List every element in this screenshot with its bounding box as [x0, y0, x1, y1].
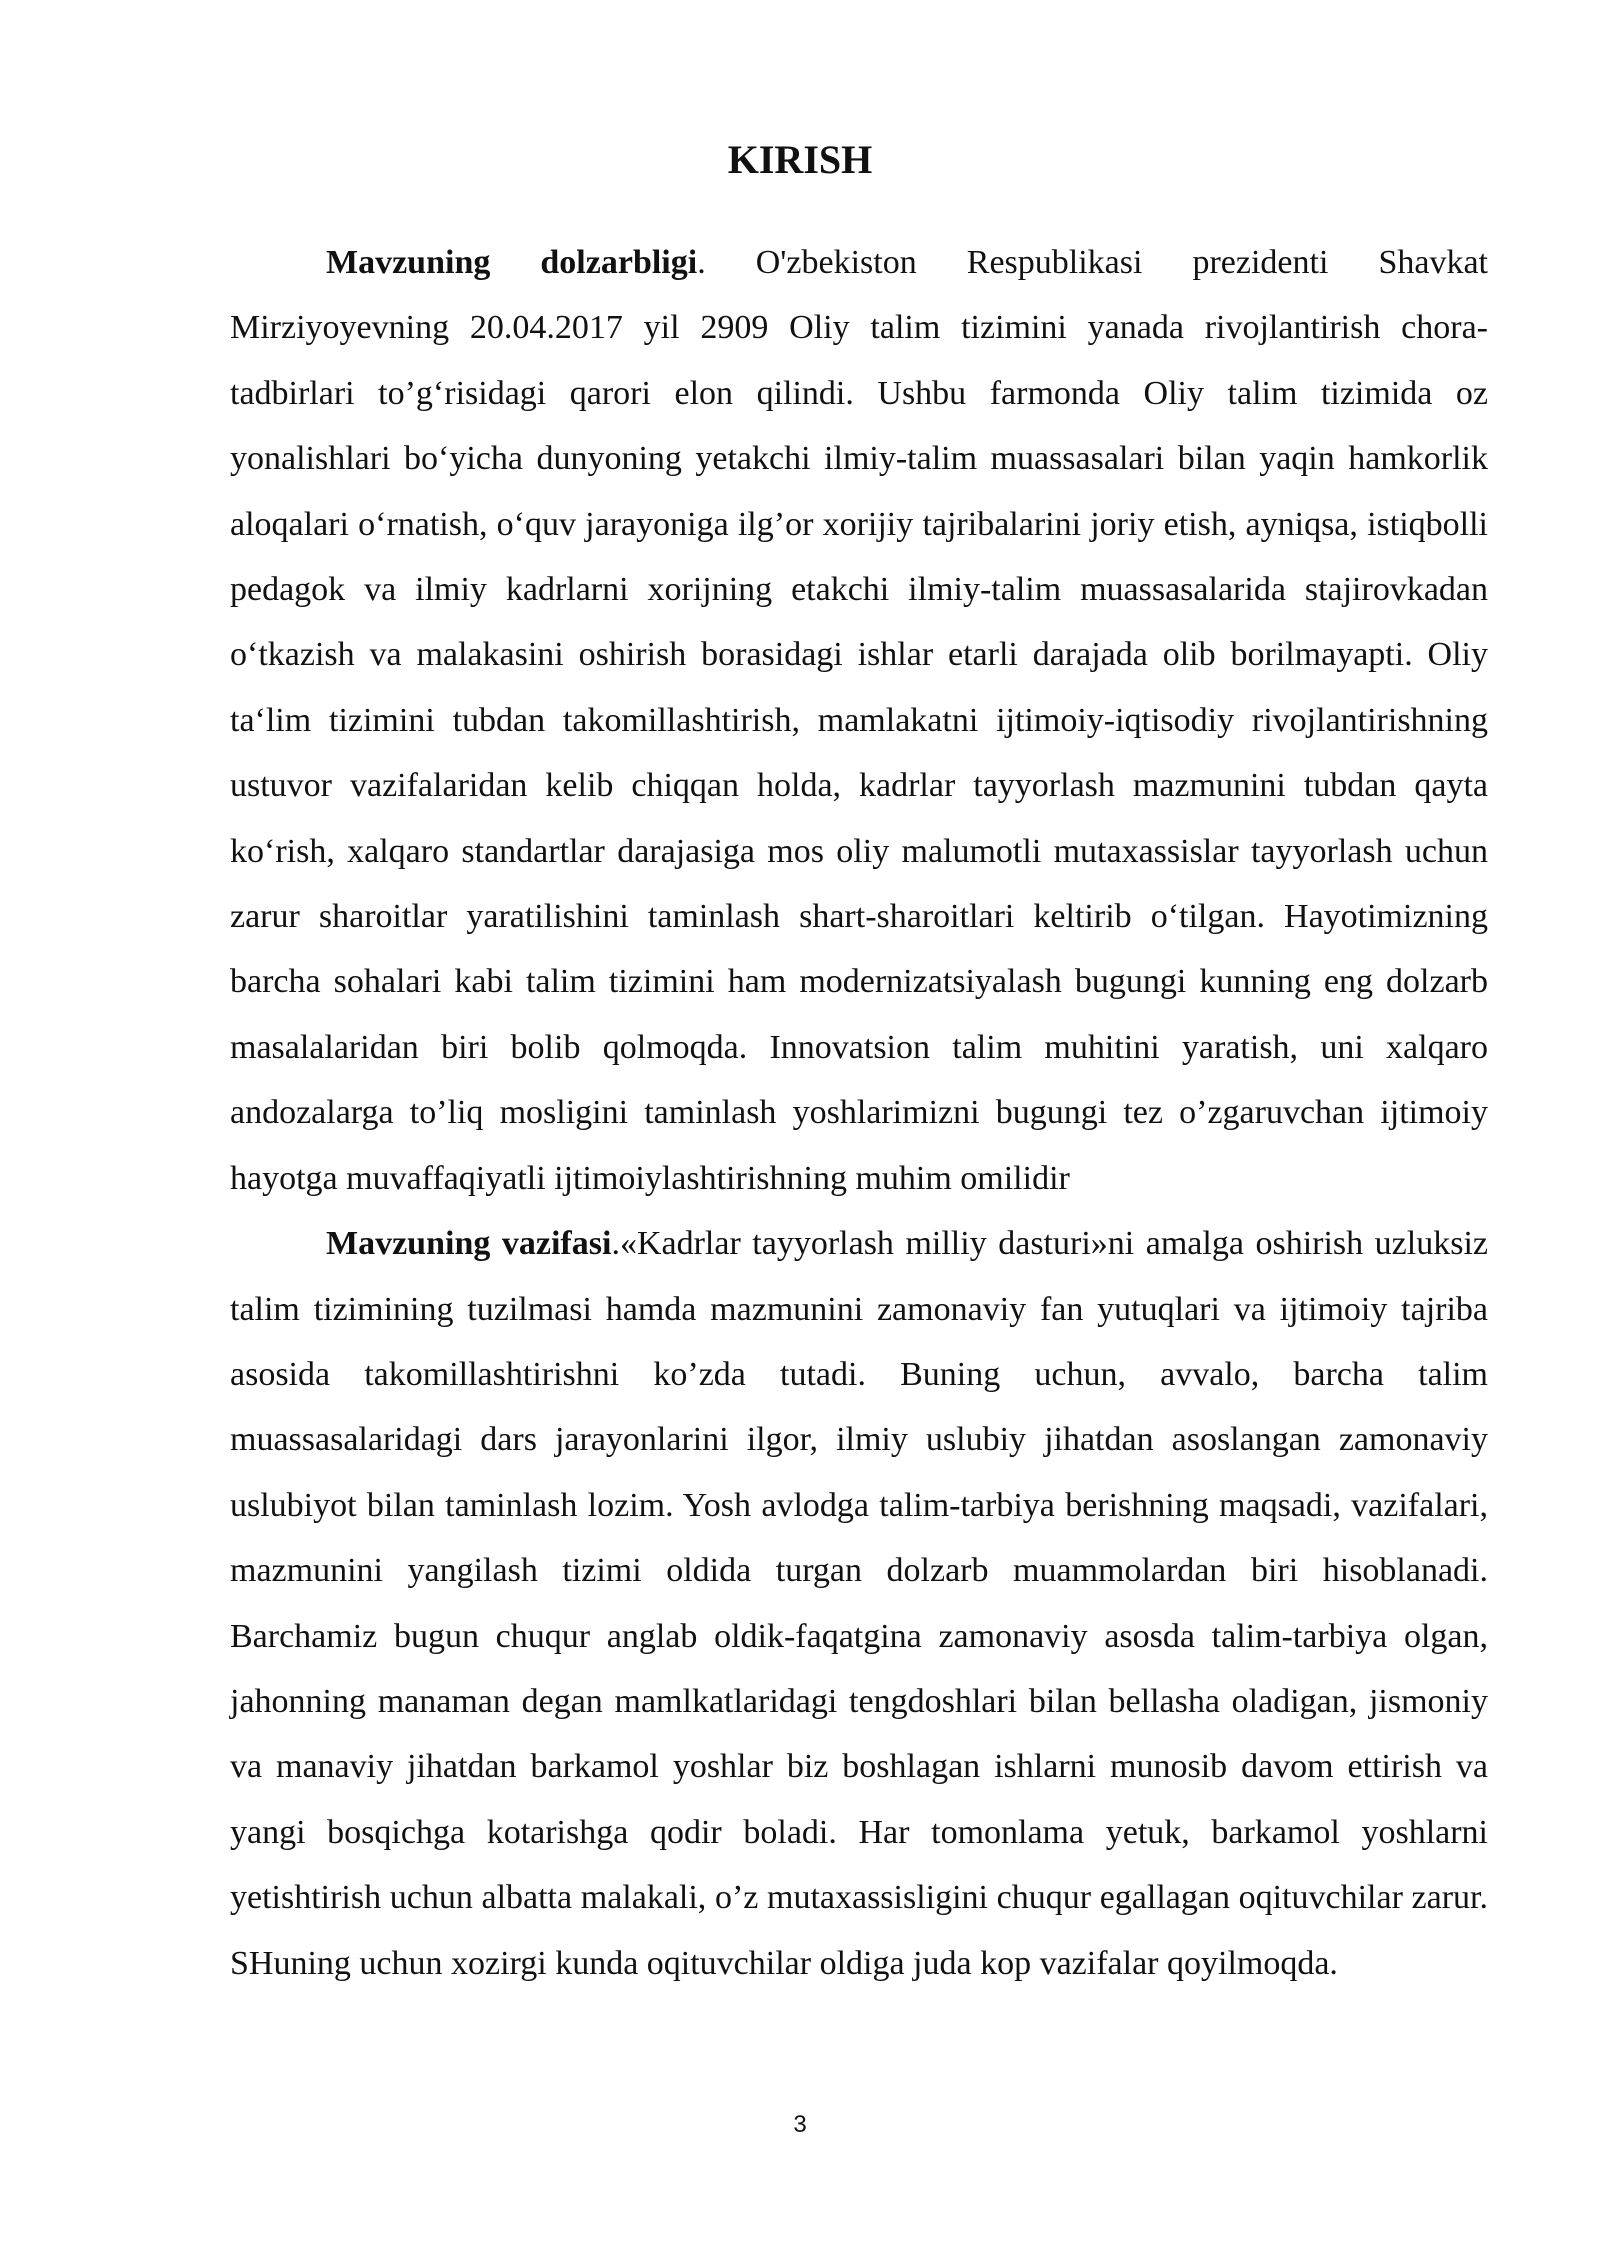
paragraph-heading: Mavzuning vazifasi	[326, 1225, 612, 1263]
paragraph-text: .«Kadrlar tayyorlash milliy dasturi»ni amalga oshirish uzluksiz talim tizimining tuzilmasi hamda mazmunini zamonaviy fan yutuqlari va ijtimoiy tajriba asosida takomillashtirishni ko’zda tutadi. Buning uchun, avvalo, barcha talim muassasalaridagi dars jarayonlarini ilgor, ilmiy uslubiy jihatdan asoslangan zamonaviy uslubiyot bilan taminlash lozim. Yosh avlodga talim-tarbiya berishning maqsadi, vazifalari, mazmunini yangilash tizimi oldida turgan dolzarb muammolardan biri hisoblanadi. Barchamiz bugun chuqur anglab oldik-faqatgina zamonaviy asosda talim-tarbiya olgan, jahonning manaman degan mamlkatlaridagi tengdoshlari bilan bellasha oladigan, jismoniy va manaviy jihatdan barkamol yoshlar biz boshlagan ishlarni munosib davom ettirish va yangi bosqichga kotarishga qodir boladi. Har tomonlama yetuk, barkamol yoshlarni yetishtirish uchun albatta malakali, o’z mutaxassisligini chuqur egallagan oqituvchilar zarur. SHuning uchun xozirgi kunda oqituvchilar oldiga juda kop vazifalar qoyilmoqda.	[230, 1225, 1488, 1982]
paragraph-objective	[230, 1211, 1488, 1996]
paragraph-heading: Mavzuning dolzarbligi	[326, 244, 698, 281]
page-title: KIRISH	[727, 137, 873, 182]
document-body	[230, 230, 1488, 1996]
page-number: 3	[793, 2111, 807, 2138]
paragraph-text: . O'zbekiston Respublikasi prezidenti Shavkat Mirziyoyevning 20.04.2017 yil 2909 Oliy talim tizimini yanada rivojlantirish chora-tadbirlari to’g‘risidagi qarori elon qilindi. Ushbu farmonda Oliy talim tizimida oz yonalishlari bo‘yicha dunyoning yetakchi ilmiy-talim muassasalari bilan yaqin hamkorlik aloqalari o‘rnatish, o‘quv jarayoniga ilg’or xorijiy tajribalarini joriy etish, ayniqsa, istiqbolli pedagok va ilmiy kadrlarni xorijning etakchi ilmiy-talim muassasalarida stajirovkadan o‘tkazish va malakasini oshirish borasidagi ishlar etarli darajada olib borilmayapti. Oliy ta‘lim tizimini tubdan takomillashtirish, mamlakatni ijtimoiy-iqtisodiy rivojlantirishning ustuvor vazifalaridan kelib chiqqan holda, kadrlar tayyorlash mazmunini tubdan qayta ko‘rish, xalqaro standartlar darajasiga mos oliy malumotli mutaxassislar tayyorlash uchun zarur sharoitlar yaratilishini taminlash shart-sharoitlari keltirib o‘tilgan. Hayotimizning barcha sohalari kabi talim tizimini ham modernizatsiyalash bugungi kunning eng dolzarb masalalaridan biri bolib qolmoqda. Innovatsion talim muhitini yaratish, uni xalqaro andozalarga to’liq mosligini taminlash yoshlarimizni bugungi tez o’zgaruvchan ijtimoiy hayotga muvaffaqiyatli ijtimoiylashtirishning muhim omilidir	[230, 244, 1488, 1197]
paragraph-relevance	[230, 230, 1488, 1211]
